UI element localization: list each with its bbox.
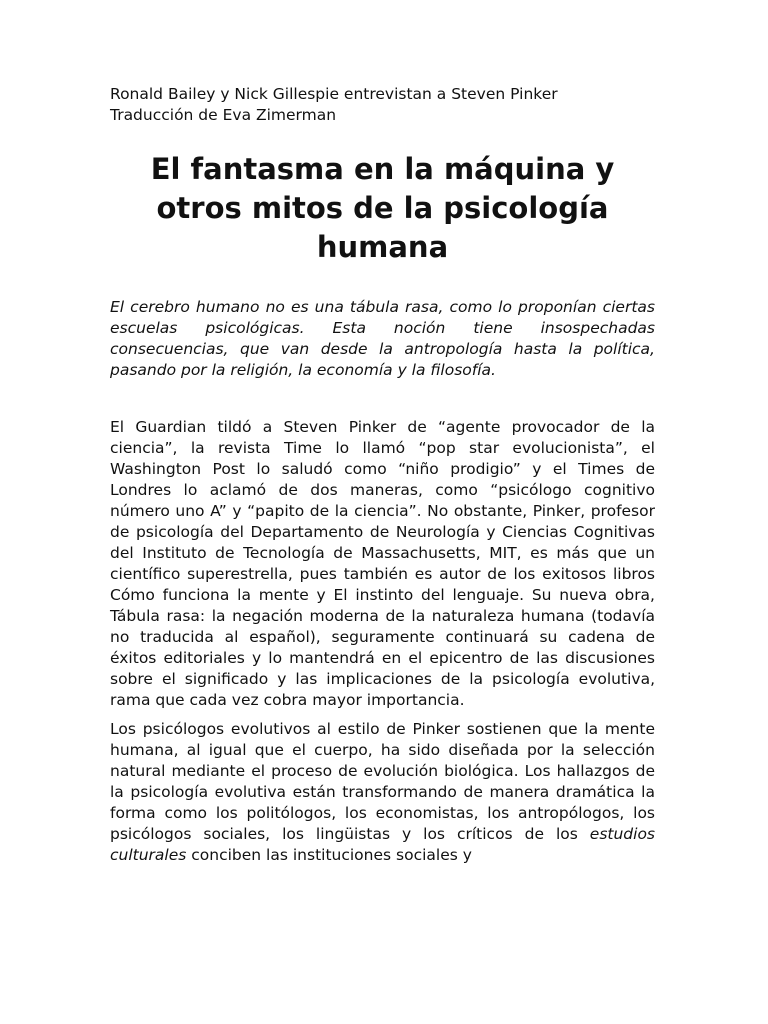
document-page <box>110 84 655 866</box>
byline <box>110 84 655 126</box>
body-paragraph-1: El Guardian tildó a Steven Pinker de “agente provocador de la ciencia”, la revista Time lo llamó “pop star evolucionista”, el Washington Post lo saludó como “niño prodigio” y el Times de Londres lo aclamó de dos maneras, como “psicólogo cognitivo número uno A” y “papito de la ciencia”. No obstante, Pinker, profesor de psicología del Departamento de Neurología y Ciencias Cognitivas del Instituto de Tecnología de Massachusetts, MIT, es más que un científico superestrella, pues también es autor de los exitosos libros Cómo funciona la mente y El instinto del lenguaje. Su nueva obra, Tábula rasa: la negación moderna de la naturaleza humana (todavía no traducida al español), seguramente continuará su cadena de éxitos editoriales y lo mantendrá en el epicentro de las discusiones sobre el significado y las implicaciones de la psicología evolutiva, rama que cada vez cobra mayor importancia. <box>110 418 655 709</box>
paragraph-2-text-end: conciben las instituciones sociales y <box>186 846 472 864</box>
paragraph-2-text: Los psicólogos evolutivos al estilo de Pinker sostienen que la mente humana, al igual que el cuerpo, ha sido diseñada por la selección natural mediante el proceso de evolución biológica. Los hallazgos de la psicología evolutiva están transformando de manera dramática la forma como los politólogos, los economistas, los antropólogos, los psicólogos sociales, los lingüistas y los críticos de los <box>110 720 655 843</box>
body-paragraph-2 <box>110 719 655 866</box>
byline-authors: Ronald Bailey y Nick Gillespie entrevistan a Steven Pinker <box>110 85 558 103</box>
article-title: El fantasma en la máquina y otros mitos de la psicología humana <box>150 152 615 264</box>
byline-translator: Traducción de Eva Zimerman <box>110 106 337 124</box>
article-lead: El cerebro humano no es una tábula rasa, como lo proponían ciertas escuelas psicológicas. Esta noción tiene insospechadas consecuencias, que van desde la antropología hasta la política, pasando por la religión, la economía y la filosofía. <box>110 298 655 379</box>
paragraph-2-italic-term: estudios culturales <box>110 825 655 864</box>
